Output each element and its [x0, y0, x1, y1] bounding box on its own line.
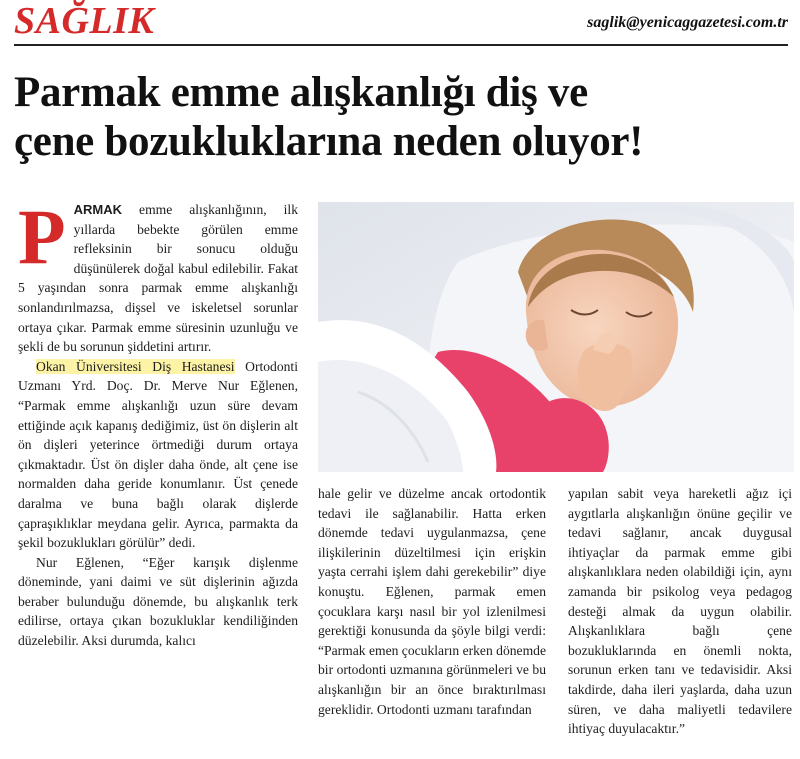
- hospital-name-highlight: Okan Üniversitesi Diş Hastanesi: [36, 358, 235, 374]
- section-title: SAĞLIK: [14, 0, 155, 42]
- paragraph-1-text: emme alışkanlığının, ilk yıllarda bebekte görülen emme refleksinin bir sonucu olduğu düşünülerek doğal kabul edilebilir. Fakat 5 yaşından sonra parmak emme alışkanlığı sonlandırılmazsa, dişsel ve iskeletsel sorunlar ortaya çıkar. Parmak emme süresinin uzunluğu ve şekli de bu sorunun şiddetini artırır.: [18, 202, 298, 355]
- article-column-3: [568, 484, 792, 739]
- headline-line-1: Parmak emme alışkanlığı diş ve: [14, 69, 588, 116]
- article-column-1: [18, 193, 298, 651]
- drop-cap: P: [18, 193, 66, 280]
- column-3-text: yapılan sabit veya hareketli ağız içi aygıtlarla alışkanlığın önüne geçilir ve tedavi sağlanır, ancak duygusal ihtiyaçlar da parmak emme gibi alışkanlıklara neden olabildiği için, aynı zamanda bir psikolog veya pedagog desteği almak da uygun olabilir. Alışkanlıklara bağlı çene bozukluklarında en önemli nokta, sorunun erken tanı ve tedavisidir. Aksi takdirde, daha ileri yaşlarda, daha uzun süren, ve daha maliyetli tedavilere ihtiyaç duyulacaktır.”: [568, 486, 792, 737]
- sleeping-child-photo: [318, 202, 794, 472]
- article-column-2: [318, 484, 546, 719]
- article-headline: [14, 68, 794, 166]
- headline-line-2: çene bozukluklarına neden oluyor!: [14, 118, 644, 165]
- lead-word: ARMAK: [73, 202, 123, 217]
- column-2-text: hale gelir ve düzelme ancak ortodontik tedavi ile sağlanabilir. Hatta erken dönemde tedavi uygulanmazsa, çene ilişkilerinin düzeltilmesi için erişkin yaşta cerrahi işlem dahi gerekebilir” diye konuştu. Eğlenen, parmak emen çocuklara karşı nasıl bir yol izlenilmesi gerektiği konusunda da şöyle bilgi verdi: “Parmak emen çocukların erken dönemde bir ortodonti uzmanına görünmeleri ve bu alışkanlığın bir an önce bıraktırılması gereklidir. Ortodonti uzmanı tarafından: [318, 486, 546, 717]
- article-photo: [318, 202, 794, 472]
- paragraph-2-text: Ortodonti Uzmanı Yrd. Doç. Dr. Merve Nur Eğlenen, “Parmak emme alışkanlığı uzun süre devam ettiğinde açık kapanış dediğimiz, üst ön dişlerin alt ön dişleri yeterince örtmediği durum ortaya çıkmaktadır. Üst ön dişler daha önde, alt çene ise normalden daha geride konumlanır. Üst çenede daralma ve buna bağlı olarak dişlerde çapraşıklıklar meydana gelir. Ayrıca, parmakta da şekil bozuklukları görülür” dedi.: [18, 358, 298, 551]
- header-rule: [14, 44, 788, 46]
- section-email[interactable]: saglik@yenicaggazetesi.com.tr: [587, 14, 788, 31]
- paragraph-3-text: Nur Eğlenen, “Eğer karışık dişlenme döneminde, yani daimi ve süt dişlerinin ağızda beraber bulunduğu dönemde, bu alışkanlık terk edilirse, ortaya çıkan bozukluklar kendiliğinden düzelebilir. Aksi durumda, kalıcı: [18, 554, 298, 649]
- page-header: [0, 0, 800, 46]
